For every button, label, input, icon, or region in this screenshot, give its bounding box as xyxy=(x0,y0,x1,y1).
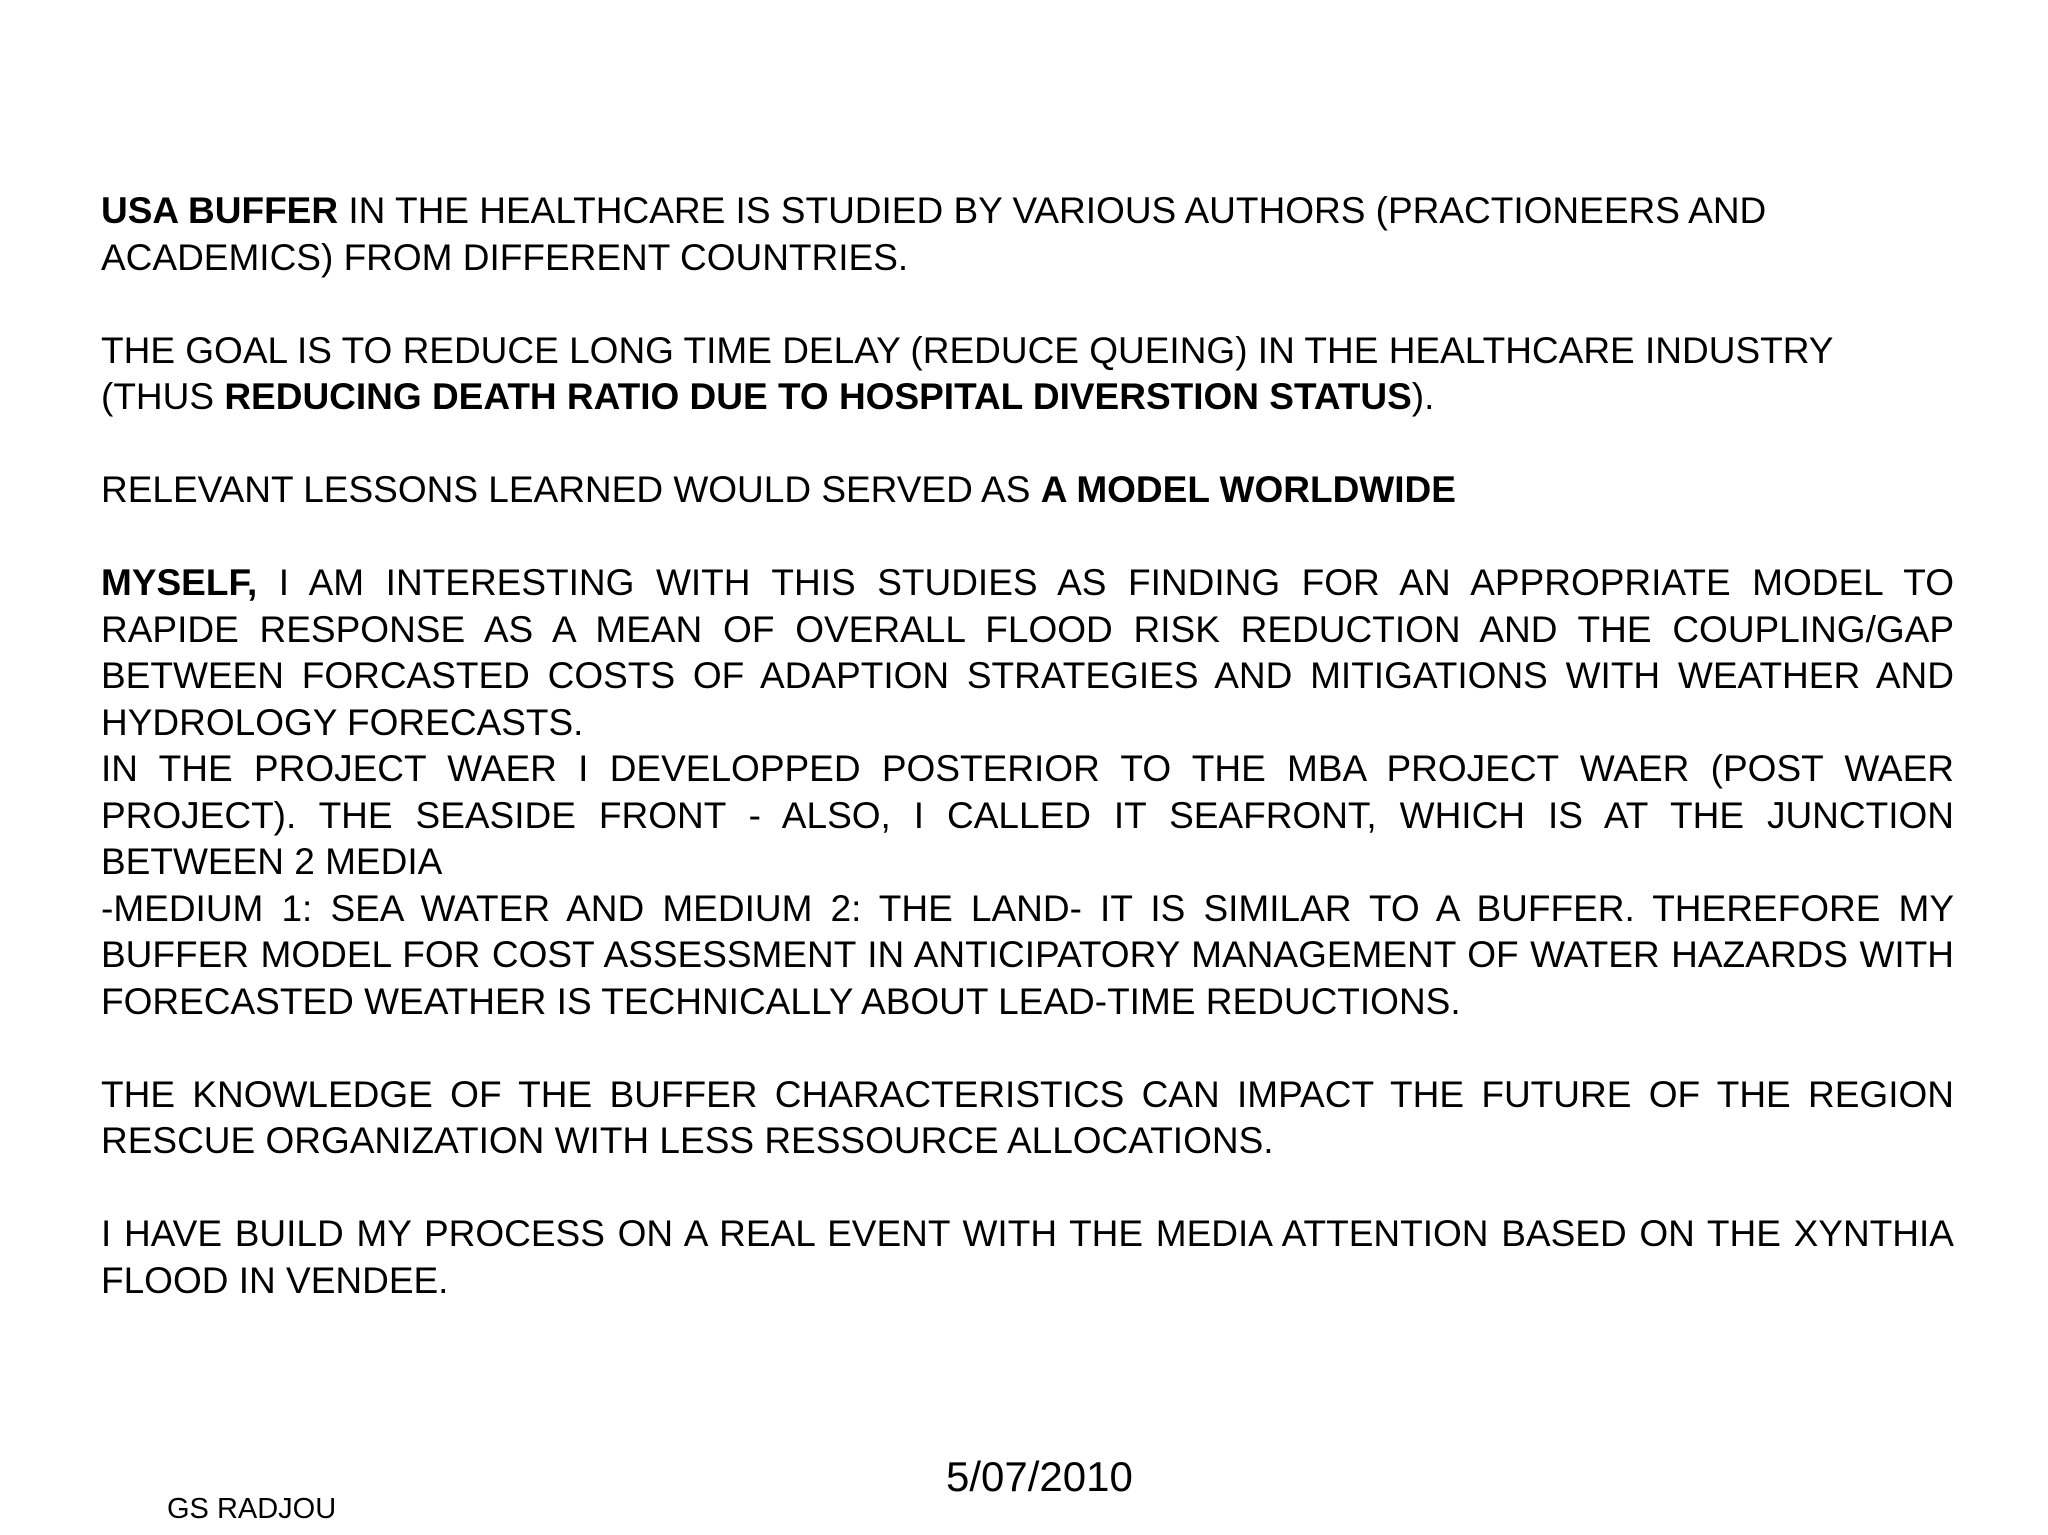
paragraph-spacer xyxy=(101,1025,1954,1072)
paragraph-spacer xyxy=(101,1165,1954,1212)
paragraph-text: IN THE PROJECT WAER I DEVELOPPED POSTERIOR TO THE MBA PROJECT WAER (POST WAER PROJECT). THE SEASIDE FRONT - ALSO, I CALLED IT SEAFRONT, WHICH IS AT THE JUNCTION BETWEEN 2 MEDIA xyxy=(101,748,1954,882)
bold-phrase: USA BUFFER xyxy=(101,190,339,231)
paragraph-lessons xyxy=(101,467,1954,514)
paragraph-text: -MEDIUM 1: SEA WATER AND MEDIUM 2: THE LAND- IT IS SIMILAR TO A BUFFER. THEREFORE MY BUFFER MODEL FOR COST ASSESSMENT IN ANTICIPATORY MANAGEMENT OF WATER HAZARDS WITH FORECASTED WEATHER IS TECHNICALLY ABOUT LEAD-TIME REDUCTIONS. xyxy=(101,887,1954,1022)
bold-phrase: A MODEL WORLDWIDE xyxy=(1040,469,1456,510)
bold-phrase: REDUCING DEATH RATIO DUE TO HOSPITAL DIVERSTION STATUS xyxy=(224,376,1412,417)
paragraph-knowledge xyxy=(101,1072,1954,1165)
paragraph-text: THE GOAL IS TO REDUCE LONG TIME DELAY (REDUCE QUEING) IN THE HEALTHCARE INDUSTRY (THUS xyxy=(101,329,1833,417)
paragraph-project-waer xyxy=(101,746,1954,886)
paragraph-myself xyxy=(101,560,1954,746)
paragraph-goal xyxy=(101,328,1954,421)
bold-phrase: MYSELF, xyxy=(101,562,258,603)
paragraph-text: I HAVE BUILD MY PROCESS ON A REAL EVENT WITH THE MEDIA ATTENTION BASED ON THE XYNTHIA FLOOD IN VENDEE. xyxy=(101,1213,1954,1301)
paragraph-spacer xyxy=(101,281,1954,328)
paragraph-text: IN THE HEALTHCARE IS STUDIED BY VARIOUS AUTHORS (PRACTIONEERS AND ACADEMICS) FROM DIFFERENT COUNTRIES. xyxy=(101,190,1767,278)
paragraph-xynthia xyxy=(101,1211,1954,1304)
paragraph-spacer xyxy=(101,514,1954,561)
paragraph-usa-buffer xyxy=(101,188,1954,281)
paragraph-text: RELEVANT LESSONS LEARNED WOULD SERVED AS xyxy=(101,469,1041,510)
slide-date: 5/07/2010 xyxy=(946,1453,1133,1500)
slide-author: GS RADJOU xyxy=(167,1493,337,1525)
paragraph-text: THE KNOWLEDGE OF THE BUFFER CHARACTERISTICS CAN IMPACT THE FUTURE OF THE REGION RESCUE ORGANIZATION WITH LESS RESSOURCE ALLOCATIONS. xyxy=(101,1073,1954,1161)
paragraph-spacer xyxy=(101,421,1954,468)
paragraph-text: I AM INTERESTING WITH THIS STUDIES AS FINDING FOR AN APPROPRIATE MODEL TO RAPIDE RESPONSE AS A MEAN OF OVERALL FLOOD RISK REDUCTION AND THE COUPLING/GAP BETWEEN FORCASTED COSTS OF ADAPTION STRATEGIES AND MITIGATIONS WITH WEATHER AND HYDROLOGY FORECASTS. xyxy=(101,562,1954,743)
paragraph-medium xyxy=(101,886,1954,1026)
slide-body xyxy=(101,188,1954,1304)
paragraph-text: ). xyxy=(1411,376,1435,417)
